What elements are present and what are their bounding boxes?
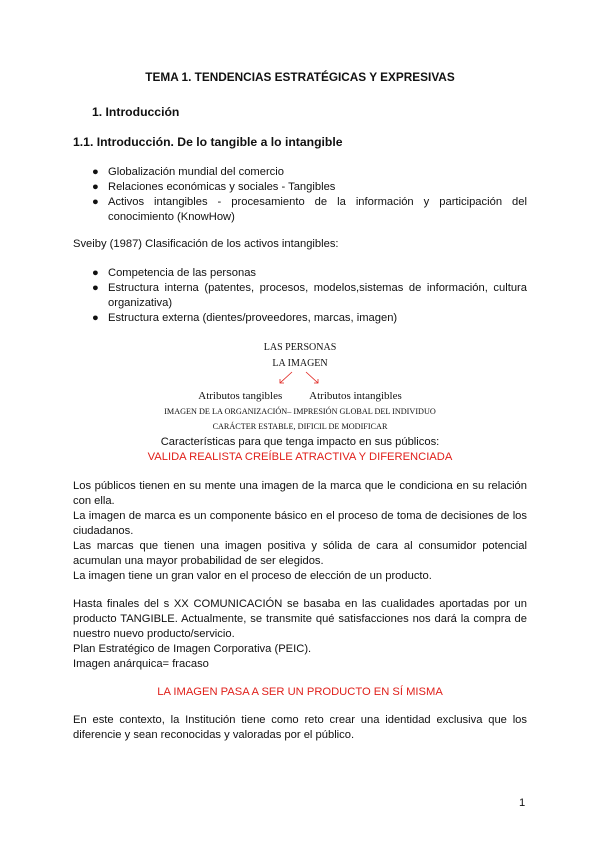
diagram-line-caracter: CARÁCTER ESTABLE, DIFICIL DE MODIFICAR xyxy=(212,422,388,431)
paragraph-block-2 xyxy=(73,597,527,672)
list-item: ● Estructura interna (patentes, procesos, modelos,sistemas de información, cultura organizativa) xyxy=(92,282,527,309)
highlight-statement: LA IMAGEN PASA A SER UN PRODUCTO EN SÍ MISMA xyxy=(157,686,443,698)
diagram-caracteristicas: Características para que tenga impacto en sus públicos: xyxy=(160,436,440,448)
section-heading-introduccion: 1. Introducción xyxy=(92,105,180,119)
page-number: 1 xyxy=(519,797,526,809)
arrow-left-icon xyxy=(280,372,292,383)
diagram-line-imagen-organizacion: IMAGEN DE LA ORGANIZACIÓN– IMPRESIÓN GLOBAL DEL INDIVIDUO xyxy=(164,407,436,416)
list-item: ● Globalización mundial del comercio xyxy=(92,166,284,178)
diagram-personas: LAS PERSONAS xyxy=(263,342,337,353)
paragraph: Plan Estratégico de Imagen Corporativa (PEIC). xyxy=(73,643,312,655)
subsection-heading: 1.1. Introducción. De lo tangible a lo intangible xyxy=(73,135,343,149)
bullet-icon: ● xyxy=(92,181,99,193)
paragraph: Imagen anárquica= fracaso xyxy=(73,658,209,670)
paragraph: La imagen de marca es un componente básico en el proceso de toma de decisiones de los ciudadanos. xyxy=(73,510,527,537)
final-paragraph: En este contexto, la Institución tiene como reto crear una identidad exclusiva que los diferencie y sean reconocidas y valoradas por el público. xyxy=(73,714,527,741)
diagram-imagen: LA IMAGEN xyxy=(272,358,328,369)
bullet-icon: ● xyxy=(92,282,99,294)
list-item: ● Competencia de las personas xyxy=(92,267,257,279)
paragraph: Los públicos tienen en su mente una imagen de la marca que le condiciona en su relación con ella. xyxy=(73,480,527,507)
sveiby-paragraph: Sveiby (1987) Clasificación de los activos intangibles: xyxy=(73,238,339,250)
bullet-icon: ● xyxy=(92,196,99,208)
bullet-list-sveiby xyxy=(92,266,527,326)
paragraph: La imagen tiene un gran valor en el proceso de elección de un producto. xyxy=(73,570,432,582)
diagram-atributos: Atributos tangibles Atributos intangibles xyxy=(198,390,402,402)
list-item: ● Estructura externa (dientes/proveedores, marcas, imagen) xyxy=(92,312,398,324)
paragraph: Hasta finales del s XX COMUNICACIÓN se basaba en las cualidades aportadas por un producto TANGIBLE. Actualmente, se transmite qué satisfacciones nos dará la compra de nuestro nuevo producto/servicio. xyxy=(73,598,527,640)
diagram-arrows-icon xyxy=(270,370,330,386)
bullet-list-intro xyxy=(92,165,527,225)
bullet-icon: ● xyxy=(92,312,99,324)
arrow-right-icon xyxy=(306,372,318,383)
page-title: TEMA 1. TENDENCIAS ESTRATÉGICAS Y EXPRESIVAS xyxy=(145,70,455,84)
bullet-icon: ● xyxy=(92,166,99,178)
bullet-icon: ● xyxy=(92,267,99,279)
paragraph: Las marcas que tienen una imagen positiva y sólida de cara al consumidor potencial acumulan una mayor probabilidad de ser elegidos. xyxy=(73,540,527,567)
list-item: ● Activos intangibles - procesamiento de la información y participación del conocimiento (KnowHow) xyxy=(92,196,527,223)
list-item: ● Relaciones económicas y sociales - Tangibles xyxy=(92,181,336,193)
diagram-valida: VALIDA REALISTA CREÍBLE ATRACTIVA Y DIFERENCIADA xyxy=(147,451,453,463)
paragraph-block-1 xyxy=(73,479,527,584)
